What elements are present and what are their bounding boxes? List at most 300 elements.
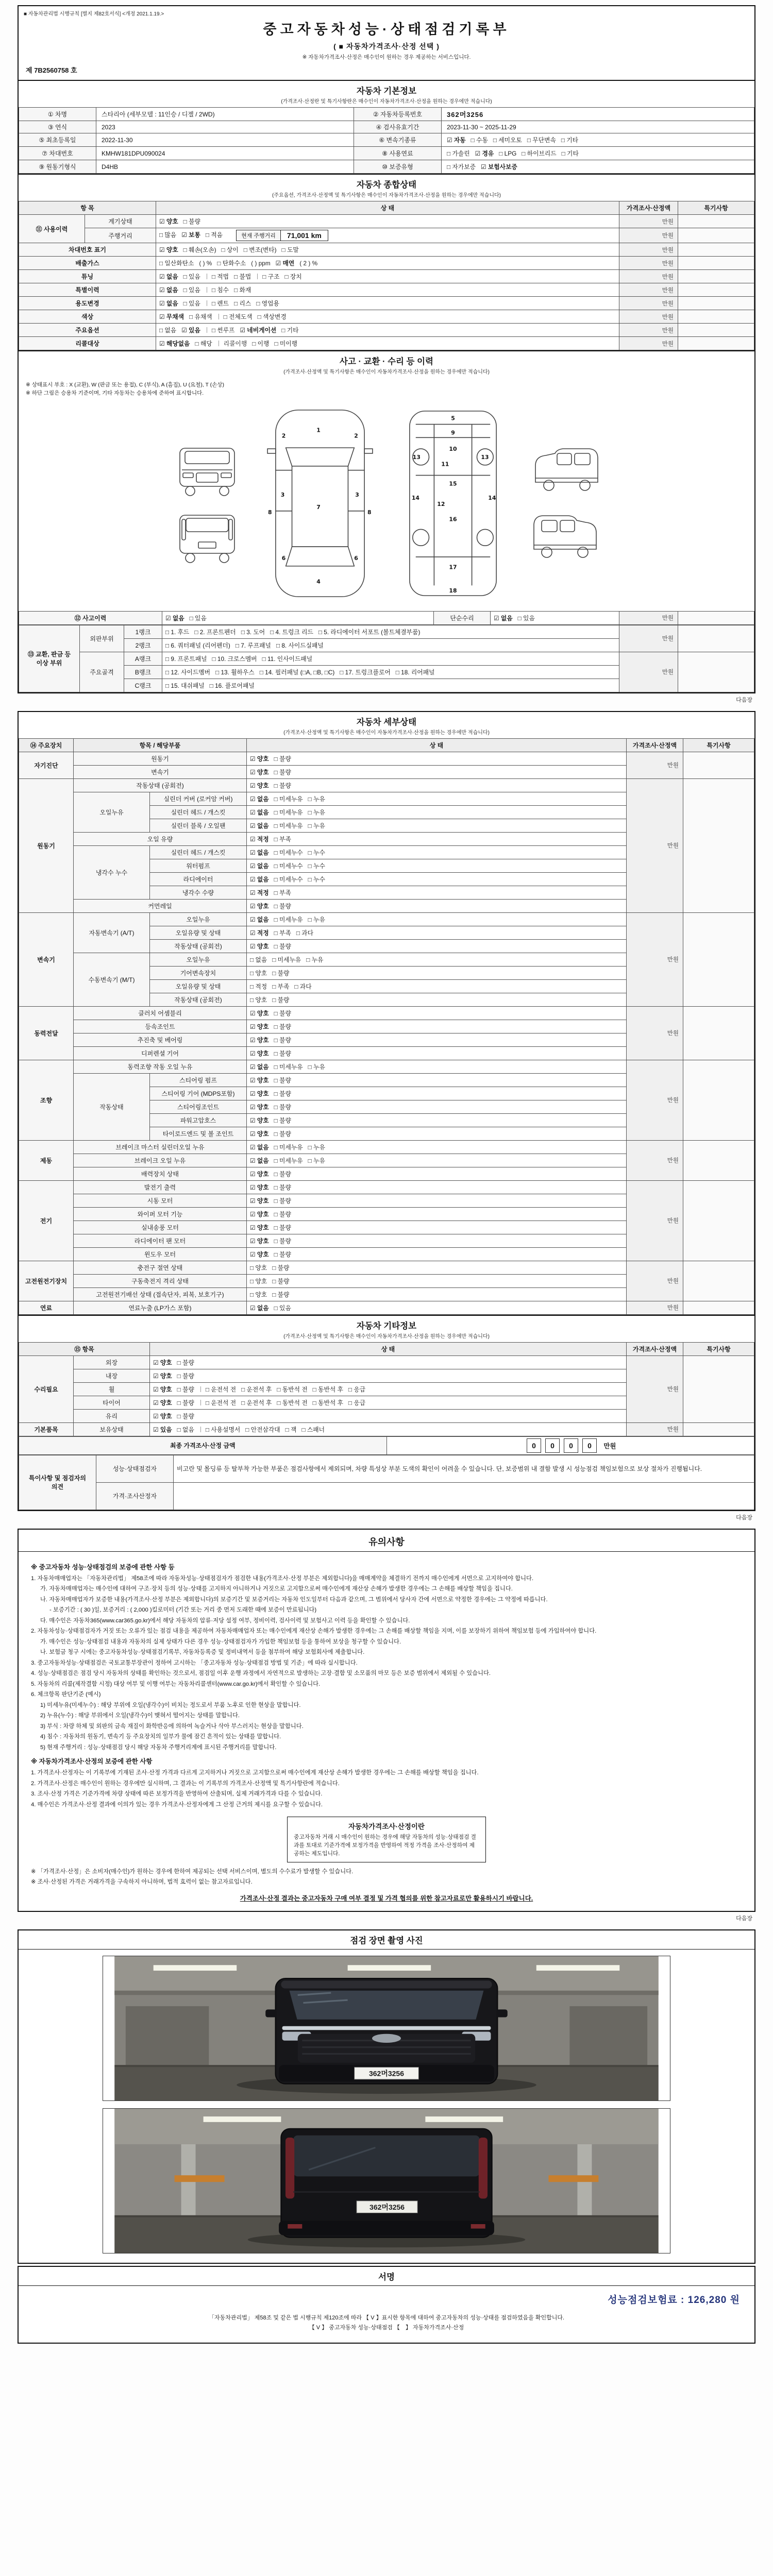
cautions-final-note: 가격조사·산정 결과는 중고자동차 구매 여부 결정 및 가격 협의를 위한 참고자료로만 활용하시기 바랍니다.: [240, 1894, 533, 1902]
checkbox-unchecked: □ 없음: [250, 956, 267, 963]
opinion-author: 성능·상태점검자: [96, 1455, 174, 1482]
item-label: 배력장치 상태: [74, 1167, 247, 1180]
item-label: 충전구 절연 상태: [74, 1261, 247, 1274]
part-label: 워터펌프: [150, 859, 247, 872]
caution-item: 가. 자동차매매업자는 매수인에 대하여 구조·장치 등의 성능·상태를 고지하지 아니하거나 거짓으로 고지함으로써 매수인에게 재산상 손해가 발생한 경우에는 그 손해를 배상할 책임을 집니다.: [40, 1586, 513, 1592]
svg-text:7: 7: [316, 503, 321, 511]
price-cell: 만원: [627, 1422, 683, 1436]
part-label: 냉각수 수량: [150, 886, 247, 899]
detail-row: [19, 1301, 754, 1314]
checkbox-unchecked: □ 누유: [306, 956, 324, 963]
checkbox-unchecked: □ 14. 필러패널 (□A, □B, □C): [259, 668, 335, 676]
caution-item: 1) 미세누유(미세누수) : 해당 부위에 오일(냉각수)이 비치는 정도로서 부품 노후로 인한 현상을 말합니다.: [40, 1702, 301, 1708]
checkbox-checked: ☑ 없음: [250, 1143, 269, 1151]
car-damage-diagram: [19, 398, 754, 611]
part-label: 타이로드엔드 및 볼 조인트: [150, 1127, 247, 1140]
item-label: 디퍼렌셜 기어: [74, 1046, 247, 1060]
state-cell: [247, 819, 627, 832]
item-group: 차대번호 표기: [19, 243, 156, 257]
checkbox-unchecked: □ 불량: [274, 1210, 291, 1218]
checkbox-checked: ☑ 없음: [159, 300, 178, 307]
device-label: 제동: [19, 1140, 74, 1180]
checkbox-unchecked: □ 불량: [274, 1049, 291, 1057]
checkbox-checked: ☑ 양호: [250, 1224, 269, 1231]
column-header-device: ⑭ 주요장치: [19, 738, 74, 752]
state-cell: [247, 993, 627, 1006]
checkbox-unchecked: □ 불량: [177, 1399, 194, 1406]
signature-body: [19, 2286, 754, 2343]
accident-section-title: 사고 · 교환 · 수리 등 이력: [340, 357, 433, 366]
checkbox-unchecked: □ 불량: [274, 1237, 291, 1245]
final-price-digits: [525, 1443, 599, 1450]
checkbox-unchecked: □ 불량: [274, 782, 291, 789]
state-cell: [247, 1140, 627, 1154]
field-label: ⑤ 최초등록일: [19, 133, 96, 147]
checkbox-checked: ☑ 양호: [250, 1130, 269, 1138]
checkbox-checked: ☑ 적정: [250, 835, 269, 843]
inspection-photo-front: [103, 1956, 670, 2101]
device-label: 고전원전기장치: [19, 1261, 74, 1301]
item-label: 브레이크 마스터 실린더오일 누유: [74, 1140, 247, 1154]
cautions-list: [31, 1574, 742, 1753]
current-mileage-label: 현재 주행거리: [237, 230, 281, 241]
inspection-photo-rear: [103, 2108, 670, 2253]
checkbox-unchecked: □ 화재: [234, 286, 251, 294]
checkbox-unchecked: □ 4. 트렁크 리드: [270, 628, 313, 636]
field-value: 362머3256: [442, 108, 754, 121]
caution-item: - 보증기간 : ( 30 )일, 보증거리 : ( 2,000 )킬로미터 (기간 또는 거리 중 먼저 도래한 때에 보증이 만료됩니다): [49, 1607, 317, 1614]
caution-item: 가. 매수인은 성능·상태점검 내용과 자동차의 실제 상태가 다른 경우 성능·상태점검자가 가입한 책임보험 등을 통하여 보상을 청구할 수 있습니다.: [40, 1638, 401, 1645]
final-price-digit: 0: [527, 1438, 541, 1453]
checkbox-unchecked: □ 불량: [274, 1197, 291, 1205]
detail-status-title: 자동차 세부상태: [356, 717, 417, 727]
state-cell: [247, 1261, 627, 1274]
svg-text:18: 18: [449, 587, 457, 594]
field-label: ⑩ 보증유형: [354, 160, 442, 174]
item-label: 동력조향 작동 오일 누유: [74, 1060, 247, 1073]
basic-info-section: [19, 80, 754, 174]
car-side-view-left-diagram: [527, 441, 604, 499]
item-label: 변속기: [74, 765, 247, 778]
svg-text:13: 13: [481, 453, 489, 461]
checkbox-unchecked: □ 불량: [183, 218, 200, 225]
part-label: 오일누유: [150, 953, 247, 966]
field-value: [442, 147, 754, 160]
caution-item: 2) 누유(누수) : 해당 부위에서 오일(냉각수)이 맺혀서 떨어지는 상태를 말합니다.: [40, 1713, 240, 1719]
column-header-price: 가격조사·산정액: [619, 201, 678, 215]
checkbox-checked: ☑ 없음: [250, 916, 269, 923]
price-cell: 만원: [627, 1180, 683, 1261]
checkbox-unchecked: □ 양호: [250, 969, 267, 977]
next-page-label: 다음장: [736, 1514, 752, 1521]
checkbox-unchecked: □ 사용설명서: [205, 1426, 241, 1433]
checkbox-unchecked: □ 미세누유: [274, 822, 303, 829]
price-cell: 만원: [627, 1261, 683, 1301]
state-text: 리콜이행: [223, 340, 247, 347]
checkbox-checked: ☑ 없음: [250, 849, 269, 856]
other-info-section: [19, 1315, 754, 1510]
checkbox-unchecked: □ 9. 프론트패널: [165, 655, 207, 663]
exchange-label: ⑬ 교환, 판금 등 이상 부위: [19, 625, 80, 692]
item-label: 커먼레일: [74, 899, 247, 912]
svg-text:17: 17: [449, 564, 457, 571]
column-header-state: 상 태: [150, 1342, 627, 1355]
checkbox-unchecked: □ 5. 라디에이터 서포트 (볼트체결부품): [318, 628, 421, 636]
opinion-row: [19, 1455, 754, 1482]
car-underbody-diagram: [394, 404, 512, 603]
car-side-view-right-diagram: [527, 508, 604, 566]
checkbox-unchecked: □ 불량: [274, 1009, 291, 1017]
checkbox-unchecked: □ 불량: [272, 1264, 290, 1272]
checkbox-unchecked: □ 동반석 후: [312, 1385, 343, 1393]
checkbox-unchecked: □ 누유: [308, 1063, 325, 1071]
state-cell: [247, 1287, 627, 1301]
detail-row: [19, 1140, 754, 1154]
checkbox-unchecked: □ 불량: [272, 969, 290, 977]
caution-item: 4. 성능·상태점검은 점검 당시 자동차의 상태를 확인하는 것으로서, 점검일 이후 운행 과정에서 자연적으로 발생하는 고장·결함 및 소모품의 마모 등은 보증 범위에서 제외될 수 있습니다.: [31, 1670, 491, 1677]
svg-text:12: 12: [437, 500, 445, 507]
checkbox-unchecked: □ 과다: [294, 982, 312, 990]
status-row: [19, 337, 754, 350]
document-number-suffix: 호: [71, 66, 77, 74]
other-info-table: [19, 1342, 754, 1436]
item-label: 자동변속기 (A/T): [74, 912, 150, 953]
overall-status-note: (주요옵션, 가격조사·산정액 및 특기사항은 매수인이 자동차가격조사·산정을 원하는 경우에만 적습니다): [272, 193, 501, 198]
state-cell: [156, 257, 619, 270]
checkbox-unchecked: □ 불량: [274, 942, 291, 950]
part-label: 오일유량 및 상태: [150, 926, 247, 939]
checkbox-unchecked: □ 가솔린: [447, 150, 470, 157]
other-category: 기본품목: [19, 1422, 74, 1436]
state-cell: [150, 1396, 627, 1409]
checkbox-unchecked: □ 부족: [274, 929, 291, 937]
svg-text:15: 15: [449, 480, 457, 487]
checkbox-unchecked: □ 18. 리어패널: [395, 668, 435, 676]
panel-category: 외판부위: [80, 625, 124, 652]
state-cell: [247, 1301, 627, 1314]
checkbox-unchecked: □ 스패너: [301, 1426, 325, 1433]
item-label: 주행거리: [85, 228, 156, 243]
part-label: 스티어링조인트: [150, 1100, 247, 1113]
state-divider: [200, 1400, 201, 1405]
price-cell: 만원: [619, 270, 678, 283]
checkbox-checked: ☑ 양호: [250, 1023, 269, 1030]
other-info-row: [19, 1422, 754, 1436]
checkbox-unchecked: □ 8. 사이드실패널: [276, 641, 324, 649]
checkbox-unchecked: □ 유채색: [189, 313, 212, 320]
checkbox-unchecked: □ 1. 후드: [165, 628, 190, 636]
state-code-legend-line2: ※ 하단 그림은 승용차 기준이며, 기타 자동차는 승용차에 준하여 표시합니다.: [26, 390, 204, 397]
checkbox-unchecked: □ 불량: [177, 1372, 194, 1380]
checkbox-unchecked: □ 누수: [308, 875, 325, 883]
panel-row: [19, 652, 754, 665]
checkbox-checked: ☑ 없음: [250, 808, 269, 816]
svg-text:9: 9: [451, 429, 455, 436]
checkbox-checked: ☑ 양호: [153, 1412, 172, 1420]
opinion-label: 특이사항 및 점검자의 의견: [19, 1455, 96, 1510]
cautions-title: 유의사항: [19, 1530, 754, 1552]
checkbox-unchecked: □ 불량: [274, 1036, 291, 1044]
device-label: 전기: [19, 1180, 74, 1261]
checkbox-unchecked: □ 미세누유: [272, 956, 301, 963]
checkbox-unchecked: □ 부족: [274, 835, 291, 843]
accident-section-note: (가격조사·산정액 및 특기사항은 매수인이 자동차가격조사·산정을 원하는 경우에만 적습니다): [283, 369, 490, 375]
panel-exchange-table: [19, 625, 754, 692]
field-label: ④ 검사유효기간: [354, 121, 442, 133]
remark-cell: [678, 228, 754, 243]
checkbox-checked: ☑ 적정: [250, 889, 269, 896]
checkbox-unchecked: □ 영업용: [256, 300, 279, 307]
column-header-remark: 특기사항: [683, 738, 754, 752]
caution-item: 2. 자동차성능·상태점검자가 거짓 또는 오류가 있는 점검 내용을 제공하여 자동차매매업자 또는 매수인에게 재산상 손해가 발생한 경우에는 그 손해를 배상할 책임을 지며, 이를 보장하기 위하여 책임보험 등에 가입하여야 합니다.: [31, 1628, 597, 1635]
diagram-left-column: [169, 441, 246, 566]
checkbox-unchecked: □ 16. 플로어패널: [209, 682, 255, 689]
checkbox-unchecked: □ 미세누유: [274, 808, 303, 816]
state-cell: [247, 1046, 627, 1060]
car-top-view-diagram: [261, 404, 379, 603]
checkbox-checked: ☑ 보험사보증: [481, 163, 517, 171]
state-cell: [156, 310, 619, 324]
checkbox-unchecked: □ 미세누수: [274, 862, 303, 870]
price-caution-item: 2. 가격조사·산정은 매수인이 원하는 경우에만 실시하며, 그 결과는 이 기록부의 가격조사·산정액 및 특기사항란에 적습니다.: [31, 1780, 340, 1787]
checkbox-unchecked: □ 기타: [561, 150, 579, 157]
item-group: 색상: [19, 310, 156, 324]
state-cell: [247, 1100, 627, 1113]
state-cell: [247, 1234, 627, 1247]
price-definition-body: 중고자동차 거래 시 매수인이 원하는 경우에 해당 자동차의 성능·상태점검 결과를 토대로 기준가격에 보정가격을 반영하여 적정 가격을 조사·산정하여 제공하는 제도입니다.: [294, 1834, 476, 1857]
front-license-plate: 362머3256: [368, 2069, 405, 2078]
final-price-table: [19, 1436, 754, 1455]
other-info-note: (가격조사·산정액 및 특기사항은 매수인이 자동차가격조사·산정을 원하는 경우에만 적습니다): [283, 1333, 490, 1340]
document-header: [19, 6, 754, 80]
checkbox-unchecked: □ 불량: [274, 1224, 291, 1231]
accident-history-section: [19, 350, 754, 692]
price-caution-item: 1. 가격조사·산정자는 이 기록부에 기재된 조사·산정 가격과 다르게 고지하거나 거짓으로 고지함으로써 매수인에게 재산상 손해가 발생한 경우에는 그 손해를 배상할 책임을 집니다.: [31, 1770, 479, 1776]
checkbox-unchecked: □ 안전삼각대: [245, 1426, 280, 1433]
price-cell: 만원: [619, 257, 678, 270]
caution-item: 3. 중고자동차성능·상태점검은 국토교통부장관이 정하여 고시하는 「중고자동차 성능·상태점검 방법 및 기준」에 따라 실시합니다.: [31, 1659, 358, 1666]
photos-sheet: [18, 1929, 755, 2264]
checkbox-unchecked: □ 불량: [274, 1170, 291, 1178]
checkbox-unchecked: □ 불량: [274, 768, 291, 776]
checkbox-unchecked: □ 기타: [281, 327, 299, 334]
remark-cell: [678, 243, 754, 257]
checkbox-unchecked: □ 불량: [274, 1023, 291, 1030]
checkbox-unchecked: □ 하이브리드: [522, 150, 557, 157]
detail-row: [19, 778, 754, 792]
checkbox-checked: ☑ 보통: [181, 231, 200, 239]
state-cell: [247, 1194, 627, 1207]
rank-label: C랭크: [124, 679, 162, 692]
checkbox-unchecked: □ 부족: [274, 889, 291, 896]
checkbox-unchecked: □ 썬루프: [211, 327, 235, 334]
checkbox-unchecked: □ 미세누유: [274, 1063, 303, 1071]
rank-label: 2랭크: [124, 638, 162, 652]
field-label: ⑨ 원동기형식: [19, 160, 96, 174]
checkbox-unchecked: □ 누수: [308, 849, 325, 856]
part-label: 실린더 블록 / 오일팬: [150, 819, 247, 832]
checkbox-unchecked: □ 구조: [262, 273, 280, 280]
current-mileage-box: [236, 230, 328, 241]
checkbox-checked: ☑ 양호: [250, 1210, 269, 1218]
item-label: 클러치 어셈블리: [74, 1006, 247, 1020]
checkbox-unchecked: □ 탄화수소: [217, 260, 246, 267]
field-value: 스타리아 (세부모델 : 11인승 / 디젤 / 2WD): [96, 108, 354, 121]
detail-row: [19, 912, 754, 926]
state-cell: [162, 625, 619, 638]
checkbox-checked: ☑ 없음: [250, 862, 269, 870]
checkbox-unchecked: □ 훼손(오손): [183, 246, 216, 253]
state-cell: [156, 324, 619, 337]
checkbox-unchecked: □ 동반석 전: [277, 1399, 308, 1406]
checkbox-unchecked: □ 동반석 후: [312, 1399, 343, 1406]
basic-info-note: (가격조사·산정란 및 특기사항란은 매수인이 자동차가격조사·산정을 원하는 경우에만 적습니다): [281, 99, 492, 105]
detail-row: [19, 1006, 754, 1020]
checkbox-unchecked: □ 침수: [211, 286, 229, 294]
premium-value: 126,280: [687, 2294, 727, 2306]
checkbox-unchecked: □ 미세누유: [274, 795, 303, 803]
signature-title: 서명: [19, 2267, 754, 2286]
item-label: 계기상태: [85, 215, 156, 228]
state-cell: [247, 912, 627, 926]
device-label: 조향: [19, 1060, 74, 1140]
overall-status-table: [19, 201, 754, 350]
item-label: 추진축 및 베어링: [74, 1033, 247, 1046]
detail-status-header: [19, 738, 754, 752]
checkbox-unchecked: □ 해당: [195, 340, 212, 347]
device-label: 동력전달: [19, 1006, 74, 1060]
car-front-view-diagram: [169, 441, 246, 499]
checkbox-unchecked: □ 리스: [234, 300, 251, 307]
field-value: D4HB: [96, 160, 354, 174]
rank-label: A랭크: [124, 652, 162, 665]
basic-info-title: 자동차 기본정보: [356, 87, 417, 96]
state-cell: [247, 752, 627, 765]
price-cell: 만원: [619, 310, 678, 324]
other-info-row: [19, 1355, 754, 1369]
checkbox-checked: ☑ 양호: [250, 1116, 269, 1124]
legal-statement-line2: 【 V 】 중고자동차 성능·상태점검 【 】 자동차가격조사·산정: [309, 2325, 464, 2331]
column-header-state: 상 태: [156, 201, 619, 215]
field-label: ③ 연식: [19, 121, 96, 133]
state-cell: [247, 1274, 627, 1287]
basic-info-row: [19, 121, 754, 133]
cautions-body: [19, 1556, 754, 1911]
remark-cell: [683, 1060, 754, 1140]
basic-info-row: [19, 108, 754, 121]
item-label: 구동축전지 격리 상태: [74, 1274, 247, 1287]
next-page-label: 다음장: [736, 1915, 752, 1922]
part-label: 오일유량 및 상태: [150, 979, 247, 993]
checkbox-unchecked: □ 불량: [274, 1103, 291, 1111]
price-cell: 만원: [619, 625, 678, 652]
checkbox-checked: ☑ 양호: [250, 1090, 269, 1097]
item-label: 유리: [74, 1409, 150, 1422]
basic-info-table: [19, 107, 754, 174]
checkbox-checked: ☑ 없음: [250, 1157, 269, 1164]
svg-text:10: 10: [449, 445, 457, 452]
final-price-digit: 0: [545, 1438, 560, 1453]
checkbox-unchecked: □ 있음: [183, 273, 200, 280]
svg-text:1: 1: [316, 426, 321, 433]
overall-status-section: [19, 174, 754, 350]
svg-text:3: 3: [355, 491, 359, 498]
state-text: ( 2 ) %: [299, 260, 318, 267]
column-header-item: ⑮ 항목: [19, 1342, 150, 1355]
opinion-author: 가격·조사산정자: [96, 1482, 174, 1510]
price-cell: 만원: [627, 1301, 683, 1314]
accident-history-row: [19, 611, 754, 624]
svg-text:4: 4: [316, 578, 321, 585]
item-label: 외장: [74, 1355, 150, 1369]
checkbox-unchecked: □ 있음: [517, 614, 535, 622]
signature-sheet: [18, 2266, 755, 2344]
svg-text:8: 8: [367, 509, 372, 516]
premium-label: 성능점검보험료 :: [608, 2294, 685, 2306]
price-cell: 만원: [627, 1355, 683, 1422]
state-cell: [247, 1207, 627, 1221]
checkbox-unchecked: □ 불법: [234, 273, 251, 280]
checkbox-checked: ☑ 양호: [159, 218, 178, 225]
final-price-digit: 0: [582, 1438, 597, 1453]
checkbox-unchecked: □ 양호: [250, 1264, 267, 1272]
state-cell: [162, 679, 619, 692]
field-label: ⑥ 변속기종류: [354, 133, 442, 147]
checkbox-checked: ☑ 적정: [250, 929, 269, 937]
legal-statement-line1: 「자동차관리법」 제58조 및 같은 법 시행규칙 제120조에 따라 【 V 】표시한 항목에 대하여 중고자동차의 성능·상태를 점검하였음을 확인합니다.: [208, 2314, 565, 2321]
checkbox-checked: ☑ 해당없음: [159, 340, 190, 347]
current-mileage-value: 71,001 km: [287, 231, 322, 240]
item-group: 주요옵션: [19, 324, 156, 337]
checkbox-unchecked: □ 3. 도어: [241, 628, 265, 636]
checkbox-unchecked: □ 불량: [177, 1385, 194, 1393]
column-header-item: 항 목: [19, 201, 156, 215]
remark-cell: [683, 1140, 754, 1180]
item-group: 특별이력: [19, 283, 156, 297]
state-cell: [247, 1127, 627, 1140]
state-cell: [247, 778, 627, 792]
field-label: ① 차명: [19, 108, 96, 121]
checkbox-unchecked: □ 전체도색: [223, 313, 253, 320]
checkbox-unchecked: □ 운전석 전: [205, 1385, 237, 1393]
panel-category: 주요골격: [80, 652, 124, 692]
part-label: 라디에이터: [150, 872, 247, 886]
final-price-digit: 0: [564, 1438, 578, 1453]
column-header-price: 가격조사·산정액: [627, 1342, 683, 1355]
checkbox-unchecked: □ 있음: [183, 300, 200, 307]
checkbox-checked: ☑ 없음: [250, 822, 269, 829]
price-cell: 만원: [627, 752, 683, 778]
checkbox-checked: ☑ 양호: [153, 1372, 172, 1380]
column-header-remark: 특기사항: [678, 201, 754, 215]
diagram-right-column: [527, 441, 604, 566]
part-label: 실린더 헤드 / 개스킷: [150, 845, 247, 859]
state-cell: [247, 1060, 627, 1073]
price-cell: 만원: [619, 297, 678, 310]
item-label: 보유상태: [74, 1422, 150, 1436]
remark-cell: [678, 270, 754, 283]
checkbox-checked: ☑ 없음: [159, 273, 178, 280]
remark-cell: [683, 1180, 754, 1261]
state-cell: [247, 1087, 627, 1100]
simple-repair-label: 단순수리: [434, 611, 491, 624]
column-header-remark: 특기사항: [683, 1342, 754, 1355]
status-row: [19, 215, 754, 228]
svg-text:14: 14: [411, 494, 419, 501]
field-value: 2022-11-30: [96, 133, 354, 147]
checkbox-checked: ☑ 양호: [250, 1237, 269, 1245]
item-label: 라디에이터 팬 모터: [74, 1234, 247, 1247]
